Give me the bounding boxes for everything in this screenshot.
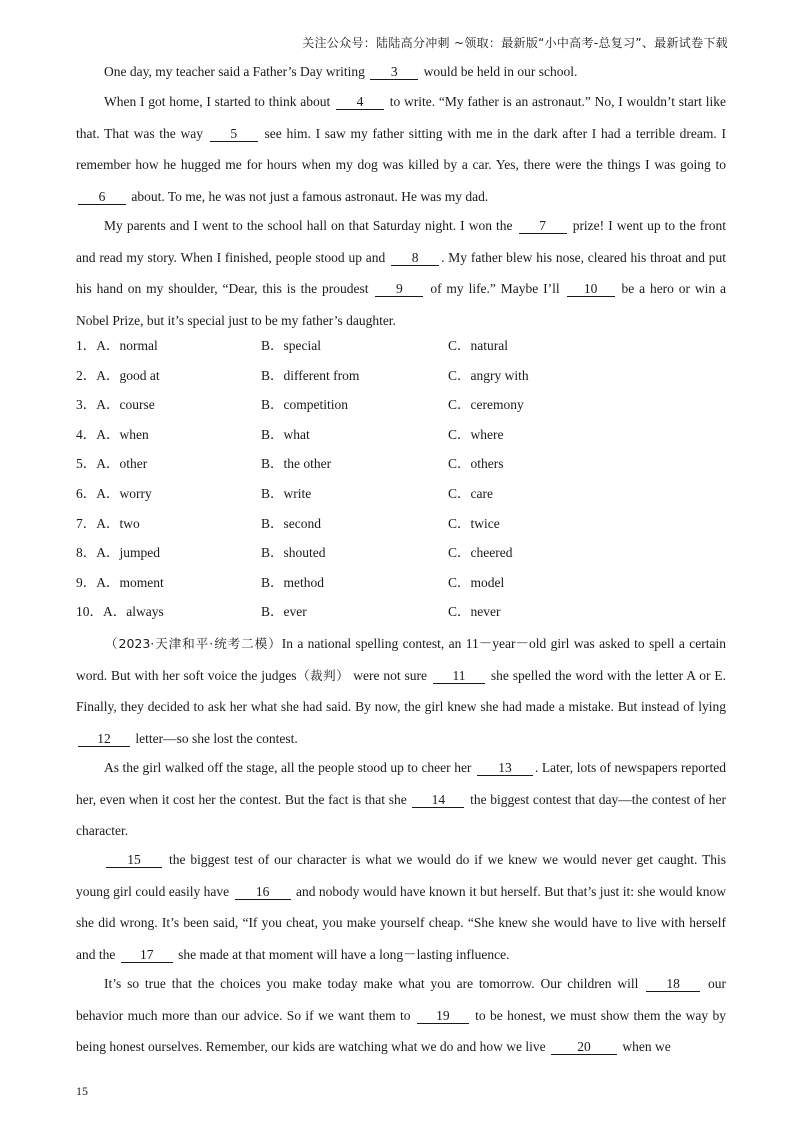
paragraph: It’s so true that the choices you make today make what you are tomorrow. Our children will 18 our behavior much more than our advice. So if we want them to 19 to be honest, we must show them the way by being honest ourselves. Remember, our kids are watching what we do and how we live 20 when we xyxy=(76,976,727,1054)
option-row xyxy=(76,541,726,571)
option-b: B．special xyxy=(261,338,321,353)
paragraph: When I got home, I started to think about 4 to write. “My father is an astronaut.” No, I wouldn’t start like that. That was the way 5 see him. I saw my father sitting with me in the dark after I had a terrible dream. I remember how he hugged me for hours when my dog was killed by a car. Yes, there were the things I was going to 6 about. To me, he was not just a famous astronaut. He was my dad. xyxy=(76,94,727,204)
source-tag: （2023·天津和平·统考二模） xyxy=(104,636,282,651)
option-a: 7．A．two xyxy=(76,515,140,531)
option-row xyxy=(76,393,726,423)
blank-6: 6 xyxy=(78,189,126,205)
option-b: B．what xyxy=(261,426,310,442)
blank-19: 19 xyxy=(417,1008,469,1024)
blank-12: 12 xyxy=(78,731,130,747)
option-b: B．different from xyxy=(261,367,360,383)
option-a: 5．A．other xyxy=(76,456,148,472)
option-b: B．competition xyxy=(261,397,348,413)
option-a: 4．A．when xyxy=(76,426,149,442)
option-row xyxy=(76,482,726,512)
option-c: C．care xyxy=(448,485,493,501)
option-b: B．shouted xyxy=(261,545,326,561)
blank-11: 11 xyxy=(433,668,485,684)
option-row xyxy=(76,334,726,364)
option-row xyxy=(76,452,726,482)
option-c: C．never xyxy=(448,604,501,620)
blank-18: 18 xyxy=(646,976,700,992)
option-c: C．others xyxy=(448,456,504,472)
blank-5: 5 xyxy=(210,126,258,142)
option-row xyxy=(76,571,726,601)
blank-16: 16 xyxy=(235,884,291,900)
paragraph: As the girl walked off the stage, all the people stood up to cheer her 13 . Later, lots of newspapers reported her, even when it cost her the contest. But the fact is that she 14 the biggest contest that day—the contest of her character. xyxy=(76,760,727,838)
option-b: B．second xyxy=(261,515,321,531)
blank-9: 9 xyxy=(375,281,423,297)
option-row xyxy=(76,512,726,542)
option-b: B．write xyxy=(261,485,312,501)
options-list xyxy=(76,334,726,630)
page-header: 关注公众号：陆陆高分冲刺 ~领取：最新版“小中高考-总复习”、最新试卷下载 xyxy=(302,36,728,50)
blank-14: 14 xyxy=(412,792,464,808)
option-a: 1．A．normal xyxy=(76,338,158,353)
option-a: 2．A．good at xyxy=(76,367,160,383)
option-b: B．method xyxy=(261,574,324,590)
option-a: 8．A．jumped xyxy=(76,545,160,561)
blank-17: 17 xyxy=(121,947,173,963)
paragraph: （2023·天津和平·统考二模）In a national spelling contest, an 11－year－old girl was asked to spell a certain word. But with her soft voice the judges（裁判） were not sure 11 she spelled the word with the letter A or E. Finally, they decided to ask her what she had said. By now, the girl knew she had made a mistake. But instead of lying 12 letter—so she lost the contest. xyxy=(76,636,727,746)
blank-4: 4 xyxy=(336,94,384,110)
blank-7: 7 xyxy=(519,218,567,234)
paragraph: My parents and I went to the school hall on that Saturday night. I won the 7 prize! I went up to the front and read my story. When I finished, people stood up and 8 . My father blew his nose, cleared his throat and put his hand on my shoulder, “Dear, this is the proudest 9 of my life.” Maybe I’ll 10 be a hero or win a Nobel Prize, but it’s special just to be my father’s daughter. xyxy=(76,218,727,328)
option-c: C．where xyxy=(448,426,504,442)
option-b: B．the other xyxy=(261,456,332,472)
option-b: B．ever xyxy=(261,604,307,620)
option-c: C．angry with xyxy=(448,367,529,383)
option-c: C．twice xyxy=(448,515,500,531)
blank-15: 15 xyxy=(106,852,162,868)
blank-10: 10 xyxy=(567,281,615,297)
option-a: 3．A．course xyxy=(76,397,155,413)
option-a: 9．A．moment xyxy=(76,574,164,590)
page-number: 15 xyxy=(76,1084,88,1098)
option-row xyxy=(76,423,726,453)
blank-8: 8 xyxy=(391,250,439,266)
option-row xyxy=(76,600,726,630)
blank-3: 3 xyxy=(370,64,418,80)
option-c: C．natural xyxy=(448,338,508,353)
paragraph: 15 the biggest test of our character is what we would do if we knew we would never get caught. This young girl could easily have 16 and nobody would have known it but herself. But that’s just it: she would know she did wrong. It’s been said, “If you cheat, you make yourself cheap. “She knew she would have to live with herself and the 17 she made at that moment will have a long－lasting influence. xyxy=(76,852,727,962)
option-row xyxy=(76,364,726,394)
option-c: C．model xyxy=(448,574,505,590)
option-a: 6．A．worry xyxy=(76,485,152,501)
paragraph: One day, my teacher said a Father’s Day writing 3 would be held in our school. xyxy=(104,64,578,79)
option-a: 10．A．always xyxy=(76,604,164,620)
option-c: C．cheered xyxy=(448,545,513,561)
blank-13: 13 xyxy=(477,760,533,776)
blank-20: 20 xyxy=(551,1039,617,1055)
option-c: C．ceremony xyxy=(448,397,524,413)
gloss: （裁判） xyxy=(296,667,350,683)
